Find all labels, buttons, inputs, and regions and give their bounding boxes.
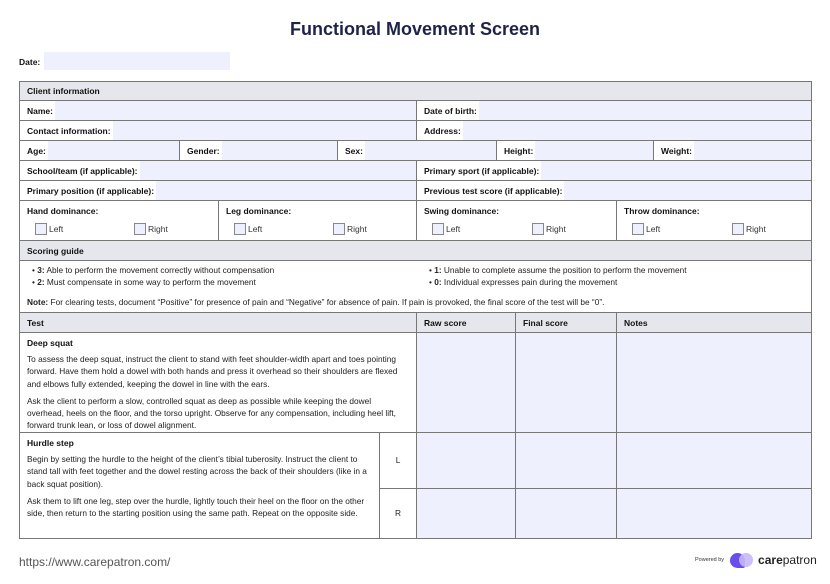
position-input[interactable] bbox=[156, 181, 416, 200]
option-label: Right bbox=[148, 224, 168, 234]
option-label: Right bbox=[746, 224, 766, 234]
test-name: Deep squat bbox=[27, 338, 73, 348]
dob-field[interactable] bbox=[416, 100, 812, 121]
gender-field[interactable] bbox=[179, 140, 338, 161]
checkbox-icon[interactable] bbox=[632, 223, 644, 235]
option-label: Left bbox=[49, 224, 64, 234]
deep-squat-final-score[interactable] bbox=[515, 332, 617, 433]
age-label: Age: bbox=[27, 145, 46, 156]
section-title: Scoring guide bbox=[27, 245, 84, 256]
contact-input[interactable] bbox=[113, 121, 416, 140]
score-text: Able to perform the movement correctly without compensation bbox=[46, 265, 275, 275]
date-field[interactable] bbox=[44, 52, 230, 70]
sport-field[interactable] bbox=[416, 160, 812, 181]
score-item: • 3: Able to perform the movement correctly without compensation bbox=[32, 265, 275, 275]
dob-label: Date of birth: bbox=[424, 105, 477, 116]
previous-score-input[interactable] bbox=[564, 181, 811, 200]
final-score-column-header bbox=[515, 312, 617, 333]
notes-column-header bbox=[616, 312, 812, 333]
option-label: Right bbox=[546, 224, 566, 234]
brand-name-bold: care bbox=[758, 553, 783, 567]
hand-right-checkbox[interactable] bbox=[134, 223, 168, 235]
powered-by-text: Powered by bbox=[695, 557, 725, 563]
leg-left-checkbox[interactable] bbox=[234, 223, 262, 235]
option-label: Left bbox=[248, 224, 263, 234]
deep-squat-raw-score[interactable] bbox=[416, 332, 516, 433]
swing-dominance bbox=[416, 200, 617, 241]
school-label: School/team (if applicable): bbox=[27, 165, 138, 176]
height-label: Height: bbox=[504, 145, 534, 156]
throw-left-checkbox[interactable] bbox=[632, 223, 660, 235]
weight-field[interactable] bbox=[653, 140, 812, 161]
score-value: 1: bbox=[434, 265, 442, 275]
gender-label: Gender: bbox=[187, 145, 220, 156]
sport-input[interactable] bbox=[541, 161, 811, 180]
column-title: Final score bbox=[523, 317, 568, 328]
option-label: Right bbox=[347, 224, 367, 234]
option-label: Left bbox=[446, 224, 461, 234]
address-input[interactable] bbox=[463, 121, 811, 140]
test-instructions: Ask them to lift one leg, step over the hurdle, lightly touch their heel on the floor on the other side, then return to the starting position using the same path. Repeat on the opposite side. bbox=[27, 495, 365, 519]
test-instructions: To assess the deep squat, instruct the client to stand with feet shoulder-width apart and toes pointing forward. Have them hold a dowel with both hands and press it overhead so their shoulders are flexed and elbows fully extended, keeping the dowel in line with the ears. bbox=[27, 354, 398, 389]
checkbox-icon[interactable] bbox=[234, 223, 246, 235]
leg-dominance-label: Leg dominance: bbox=[226, 206, 292, 216]
leg-right-checkbox[interactable] bbox=[333, 223, 367, 235]
dob-input[interactable] bbox=[479, 101, 811, 120]
score-value: 2: bbox=[37, 277, 45, 287]
hurdle-right-final-score[interactable] bbox=[515, 488, 617, 539]
weight-label: Weight: bbox=[661, 145, 693, 156]
throw-right-checkbox[interactable] bbox=[732, 223, 766, 235]
school-input[interactable] bbox=[140, 161, 416, 180]
scoring-guide-body bbox=[19, 260, 812, 313]
sex-input[interactable] bbox=[365, 141, 496, 160]
raw-score-column-header bbox=[416, 312, 516, 333]
hand-dominance bbox=[19, 200, 219, 241]
previous-score-label: Previous test score (if applicable): bbox=[424, 185, 563, 196]
gender-input[interactable] bbox=[222, 141, 337, 160]
footer-url-link[interactable]: https://www.carepatron.com/ bbox=[19, 555, 171, 569]
age-field[interactable] bbox=[19, 140, 180, 161]
score-item: • 2: Must compensate in some way to perform the movement bbox=[32, 277, 256, 287]
leg-dominance bbox=[218, 200, 417, 241]
weight-input[interactable] bbox=[694, 141, 811, 160]
checkbox-icon[interactable] bbox=[35, 223, 47, 235]
left-side-label: L bbox=[379, 432, 417, 489]
powered-by-logo bbox=[695, 552, 817, 568]
contact-label: Contact information: bbox=[27, 125, 111, 136]
right-side-label: R bbox=[379, 488, 417, 539]
scoring-guide-header bbox=[19, 240, 812, 261]
hand-left-checkbox[interactable] bbox=[35, 223, 63, 235]
column-title: Test bbox=[27, 317, 44, 328]
school-field[interactable] bbox=[19, 160, 417, 181]
score-item: • 0: Individual expresses pain during the movement bbox=[429, 277, 618, 287]
scoring-note bbox=[27, 296, 604, 308]
swing-dominance-label: Swing dominance: bbox=[424, 206, 500, 216]
address-field[interactable] bbox=[416, 120, 812, 141]
previous-score-field[interactable] bbox=[416, 180, 812, 201]
position-field[interactable] bbox=[19, 180, 417, 201]
carepatron-logo-icon bbox=[730, 552, 754, 568]
hurdle-left-notes[interactable] bbox=[616, 432, 812, 489]
sex-field[interactable] bbox=[337, 140, 497, 161]
throw-dominance bbox=[616, 200, 812, 241]
test-column-header bbox=[19, 312, 417, 333]
hurdle-right-raw-score[interactable] bbox=[416, 488, 516, 539]
hurdle-left-final-score[interactable] bbox=[515, 432, 617, 489]
date-label: Date: bbox=[19, 57, 41, 67]
swing-right-checkbox[interactable] bbox=[532, 223, 566, 235]
name-label: Name: bbox=[27, 105, 53, 116]
throw-dominance-label: Throw dominance: bbox=[624, 206, 700, 216]
score-value: 3: bbox=[37, 265, 45, 275]
score-value: 0: bbox=[434, 277, 442, 287]
page-title: Functional Movement Screen bbox=[289, 19, 541, 39]
column-title: Raw score bbox=[424, 317, 467, 328]
sex-label: Sex: bbox=[345, 145, 363, 156]
hurdle-step-row bbox=[19, 432, 380, 539]
deep-squat-row bbox=[19, 332, 417, 433]
brand-name: patron bbox=[782, 553, 817, 567]
name-field[interactable] bbox=[19, 100, 417, 121]
swing-left-checkbox[interactable] bbox=[432, 223, 460, 235]
checkbox-icon[interactable] bbox=[732, 223, 744, 235]
hand-dominance-label: Hand dominance: bbox=[27, 206, 99, 216]
contact-field[interactable] bbox=[19, 120, 417, 141]
score-text: Individual expresses pain during the movement bbox=[443, 277, 618, 287]
checkbox-icon[interactable] bbox=[134, 223, 146, 235]
checkbox-icon[interactable] bbox=[432, 223, 444, 235]
option-label: Left bbox=[646, 224, 661, 234]
checkbox-icon[interactable] bbox=[532, 223, 544, 235]
address-label: Address: bbox=[424, 125, 461, 136]
note-text: For clearing tests, document “Positive” for presence of pain and “Negative” for absence of pain. If pain is provoked, the final score of the test will be “0”. bbox=[50, 297, 605, 307]
name-input[interactable] bbox=[55, 101, 416, 120]
client-info-header bbox=[19, 81, 812, 101]
height-input[interactable] bbox=[535, 141, 653, 160]
score-item: • 1: Unable to complete assume the position to perform the movement bbox=[429, 265, 687, 275]
hurdle-right-notes[interactable] bbox=[616, 488, 812, 539]
section-title: Client information bbox=[27, 86, 100, 96]
score-text: Must compensate in some way to perform the movement bbox=[46, 277, 256, 287]
deep-squat-notes[interactable] bbox=[616, 332, 812, 433]
column-title: Notes bbox=[624, 317, 648, 328]
age-input[interactable] bbox=[48, 141, 179, 160]
note-label: Note: bbox=[27, 297, 49, 307]
test-name: Hurdle step bbox=[27, 438, 74, 448]
test-instructions: Begin by setting the hurdle to the height of the client’s tibial tuberosity. Instruct the client to stand tall with feet together and the dowel resting across the back of their shoulders (like in a back squat position). bbox=[27, 454, 367, 489]
checkbox-icon[interactable] bbox=[333, 223, 345, 235]
hurdle-left-raw-score[interactable] bbox=[416, 432, 516, 489]
height-field[interactable] bbox=[496, 140, 654, 161]
score-text: Unable to complete assume the position to perform the movement bbox=[443, 265, 687, 275]
sport-label: Primary sport (if applicable): bbox=[424, 165, 540, 176]
position-label: Primary position (if applicable): bbox=[27, 185, 155, 196]
test-instructions: Ask the client to perform a slow, controlled squat as deep as possible while keeping the dowel overhead, heels on the floor, and the torso upright. Observe for any compensation, including heel lift, forward trunk lean, or loss of dowel alignment. bbox=[27, 395, 396, 431]
